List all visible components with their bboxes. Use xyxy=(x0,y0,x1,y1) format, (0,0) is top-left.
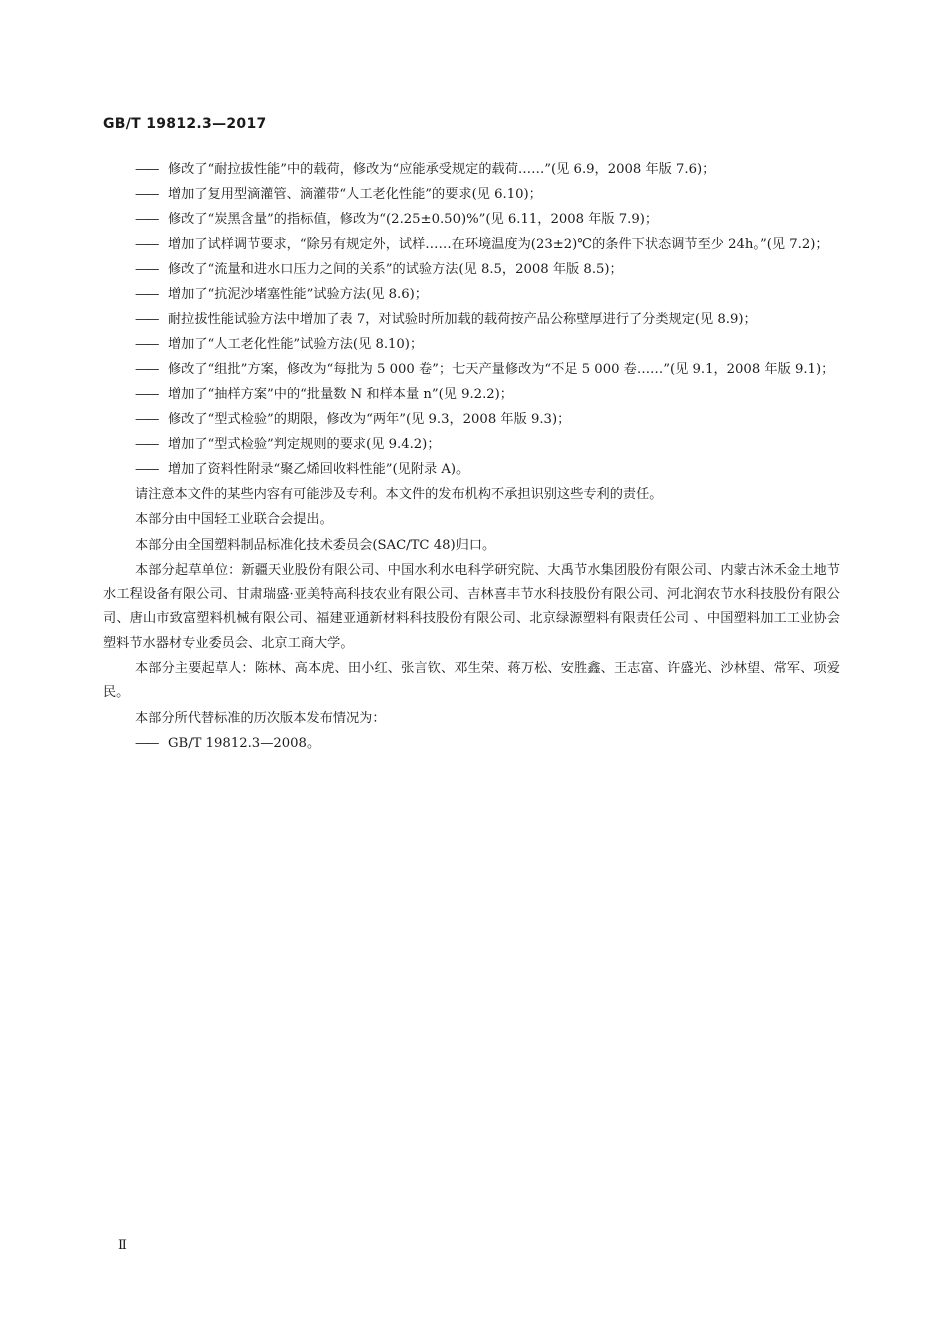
change-item-text: 修改了“组批”方案，修改为“每批为 5 000 卷”；七天产量修改为“不足 5 000 卷……”(见 9.1，2008 年版 9.1)； xyxy=(168,362,835,377)
change-item xyxy=(135,383,840,407)
change-item xyxy=(135,308,840,332)
change-item-text: 增加了“型式检验”判定规则的要求(见 9.4.2)； xyxy=(168,437,441,452)
change-item-text: 增加了“人工老化性能”试验方法(见 8.10)； xyxy=(168,337,424,352)
dash-mark: —— xyxy=(135,362,158,377)
change-item xyxy=(135,208,840,232)
history-item-text: GB/T 19812.3—2008。 xyxy=(168,735,321,751)
dash-mark: —— xyxy=(135,337,158,352)
dash-mark: —— xyxy=(135,287,158,302)
change-item xyxy=(135,283,840,307)
change-item-text: 增加了资料性附录“聚乙烯回收料性能”(见附录 A)。 xyxy=(168,462,470,477)
dash-mark: —— xyxy=(135,462,158,477)
history-intro: 本部分所代替标准的历次版本发布情况为： xyxy=(135,710,386,726)
standard-number-header: GB/T 19812.3—2017 xyxy=(103,116,267,132)
change-item xyxy=(135,433,840,457)
dash-mark: —— xyxy=(135,212,158,227)
change-item xyxy=(135,183,840,207)
dash-mark: —— xyxy=(135,162,158,177)
change-item-text: 耐拉拔性能试验方法中增加了表 7，对试验时所加载的载荷按产品公称壁厚进行了分类规定(见 8.9)； xyxy=(168,312,757,327)
change-item xyxy=(135,358,840,382)
change-item xyxy=(135,158,840,182)
dash-mark: —— xyxy=(135,437,158,452)
change-item-text: 增加了试样调节要求，“除另有规定外，试样……在环境温度为(23±2)℃的条件下状态调节至少 24h。”(见 7.2)； xyxy=(168,237,829,252)
change-item xyxy=(135,458,840,482)
dash-mark: —— xyxy=(135,262,158,277)
dash-mark: —— xyxy=(135,735,158,751)
change-item xyxy=(135,233,840,257)
document-body xyxy=(103,158,840,757)
proposed-by: 本部分由中国轻工业联合会提出。 xyxy=(135,512,333,528)
change-item xyxy=(135,408,840,432)
dash-mark: —— xyxy=(135,187,158,202)
main-drafters: 本部分主要起草人：陈林、高本虎、田小红、张言钦、邓生荣、蒋万松、安胜鑫、王志富、许盛光、沙林望、常军、项爱民。 xyxy=(103,661,840,701)
drafting-units: 本部分起草单位：新疆天业股份有限公司、中国水利水电科学研究院、大禹节水集团股份有限公司、内蒙古沐禾金土地节水工程设备有限公司、甘肃瑞盛·亚美特高科技农业有限公司、吉林喜丰节水科技股份有限公司、河北润农节水科技股份有限公司、唐山市致富塑料机械有限公司、福建亚通新材料科技股份有限公司、北京绿源塑料有限责任公司 、中国塑料加工工业协会塑料节水器材专业委员会、北京工商大学。 xyxy=(103,562,840,651)
change-item-text: 修改了“型式检验”的期限，修改为“两年”(见 9.3，2008 年版 9.3)； xyxy=(168,412,571,427)
change-item xyxy=(135,258,840,282)
dash-mark: —— xyxy=(135,237,158,252)
dash-mark: —— xyxy=(135,412,158,427)
centralized-by: 本部分由全国塑料制品标准化技术委员会(SAC/TC 48)归口。 xyxy=(135,537,496,553)
change-item-text: 增加了“抽样方案”中的“批量数 N 和样本量 n”(见 9.2.2)； xyxy=(168,387,513,402)
change-item-text: 修改了“流量和进水口压力之间的关系”的试验方法(见 8.5，2008 年版 8.5)； xyxy=(168,262,623,277)
change-item-text: 修改了“炭黑含量”的指标值，修改为“(2.25±0.50)%”(见 6.11，2008 年版 7.9)； xyxy=(168,212,659,227)
change-item-text: 增加了复用型滴灌管、滴灌带“人工老化性能”的要求(见 6.10)； xyxy=(168,187,542,202)
dash-mark: —— xyxy=(135,312,158,327)
page-number: Ⅱ xyxy=(118,1238,127,1253)
change-item-text: 修改了“耐拉拔性能”中的载荷，修改为“应能承受规定的载荷……”(见 6.9，2008 年版 7.6)； xyxy=(168,162,716,177)
changes-list xyxy=(135,158,840,482)
patent-notice: 请注意本文件的某些内容有可能涉及专利。本文件的发布机构不承担识别这些专利的责任。 xyxy=(135,487,663,502)
dash-mark: —— xyxy=(135,387,158,402)
history-item xyxy=(135,732,840,756)
change-item xyxy=(135,333,840,357)
change-item-text: 增加了“抗泥沙堵塞性能”试验方法(见 8.6)； xyxy=(168,287,428,302)
